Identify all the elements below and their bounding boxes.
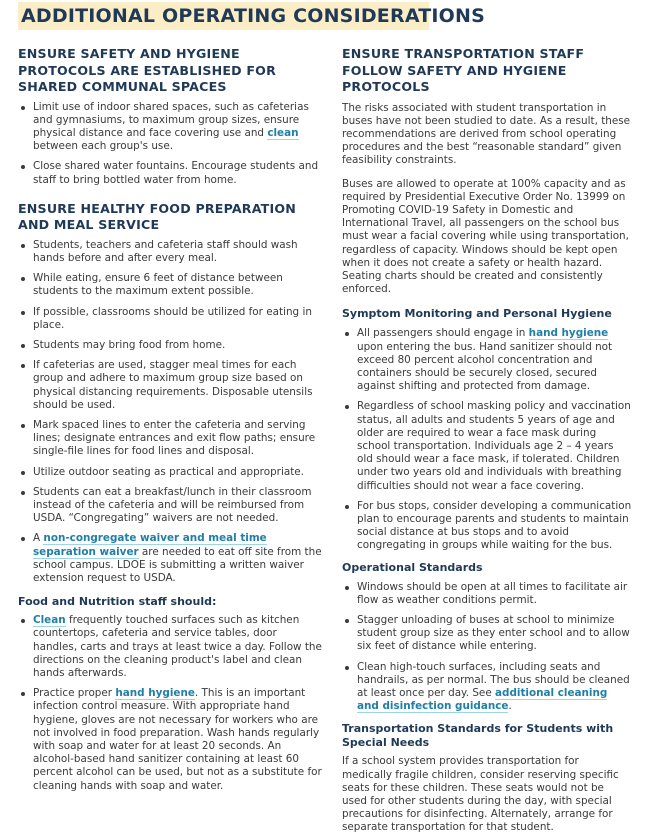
list-item: Clean high-touch surfaces, including seats and handrails, as per normal. The bus should be cleaned at least once per day. See additional cleaning and disinfection guidance.: [342, 661, 632, 714]
list-item: Limit use of indoor shared spaces, such as cafeterias and gymnasiums, to maximum group sizes, ensure physical distance and face covering use and clean between each group's use.: [18, 101, 323, 154]
bus-capacity-paragraph: Buses are allowed to operate at 100% capacity and as required by Presidential Executive Order No. 13999 on Promoting COVID-19 Safety in Domestic and International Travel, all passengers on the school bus must wear a facial covering while using transportation, regardless of capacity. Windows should be kept open when it does not create a safety or health hazard. Seating charts should be created and consistently enforced.: [342, 177, 629, 296]
section-heading-transportation: ENSURE TRANSPORTATION STAFF FOLLOW SAFETY AND HYGIENE PROTOCOLS: [342, 46, 585, 94]
left-column: [18, 46, 323, 800]
list-item: While eating, ensure 6 feet of distance between students to the maximum extent possible.: [18, 272, 323, 298]
list-item: Utilize outdoor seating as practical and appropriate.: [18, 466, 323, 479]
list-item: All passengers should engage in hand hygiene upon entering the bus. Hand sanitizer should not exceed 80 percent alcohol concentration and containers should be securely closed, secured against shifting and protected from damage.: [342, 327, 632, 393]
special-needs-paragraph: If a school system provides transportation for medically fragile children, consider reserving specific seats for these children. These seats would not be used for other students during the day, with special precautions for disinfecting. Alternately, arrange for separate transportation for that student.: [342, 755, 619, 834]
food-service-list: [18, 239, 323, 585]
subheading-food-nutrition-staff: Food and Nutrition staff should:: [18, 595, 217, 609]
list-item: Students can eat a breakfast/lunch in their classroom instead of the cafeteria and will be reimbursed from USDA. “Congregating” waivers are not needed.: [18, 486, 323, 526]
list-item: Clean frequently touched surfaces such as kitchen countertops, cafeteria and service tables, door handles, carts and trays at least twice a day. Follow the directions on the cleaning product's label and clean hands afterwards.: [18, 614, 323, 680]
list-item: Close shared water fountains. Encourage students and staff to bring bottled water from home.: [18, 160, 323, 186]
list-item: Students, teachers and cafeteria staff should wash hands before and after every meal.: [18, 239, 323, 265]
cleaning-guidance-link[interactable]: additional cleaning and disinfection guidance: [357, 687, 608, 713]
list-item: Students may bring food from home.: [18, 339, 323, 352]
list-item: Stagger unloading of buses at school to minimize student group size as they enter school and to allow six feet of distance while entering.: [342, 614, 632, 654]
waiver-link[interactable]: non-congregate waiver and meal time separation waiver: [33, 532, 267, 558]
list-item: If cafeterias are used, stagger meal times for each group and adhere to maximum group size based on physical distancing requirements. Disposable utensils should be used.: [18, 359, 323, 412]
section-heading-communal-spaces: ENSURE SAFETY AND HYGIENE PROTOCOLS ARE ESTABLISHED FOR SHARED COMMUNAL SPACES: [18, 46, 276, 94]
food-nutrition-staff-list: [18, 614, 323, 793]
communal-spaces-list: [18, 101, 323, 187]
list-item: Mark spaced lines to enter the cafeteria and serving lines; designate entrances and exit flow paths; ensure single-file lines for food lines and disposal.: [18, 419, 323, 459]
transportation-intro-paragraph: The risks associated with student transportation in buses have not been studied to date. As a result, these recommendations are derived from school operating procedures and the best “reasonable standard” given feasibility constraints.: [342, 101, 631, 167]
subheading-special-needs-transportation: Transportation Standards for Students with Special Needs: [342, 722, 614, 750]
list-item: Regardless of school masking policy and vaccination status, all adults and students 5 years of age and older are required to wear a face mask during school transportation. Individuals age 2 – 4 years old should wear a face mask, if tolerated. Children under two years old and individuals with breathing difficulties should not wear a face covering.: [342, 400, 632, 492]
list-item: For bus stops, consider developing a communication plan to encourage parents and students to maintain social distance at bus stops and to avoid congregating in groups while waiting for the bus.: [342, 500, 632, 553]
operational-standards-list: [342, 581, 632, 714]
page-title: ADDITIONAL OPERATING CONSIDERATIONS: [18, 2, 429, 30]
clean-link[interactable]: clean: [267, 126, 299, 139]
subheading-symptom-monitoring: Symptom Monitoring and Personal Hygiene: [342, 307, 612, 321]
symptom-monitoring-list: [342, 327, 632, 552]
right-column: [342, 46, 632, 835]
section-heading-food-service: ENSURE HEALTHY FOOD PREPARATION AND MEAL SERVICE: [18, 200, 296, 233]
hand-hygiene-link[interactable]: hand hygiene: [115, 687, 195, 700]
list-item: Windows should be open at all times to facilitate air flow as weather conditions permit.: [342, 581, 632, 607]
clean-link[interactable]: Clean: [33, 614, 66, 627]
subheading-operational-standards: Operational Standards: [342, 560, 483, 574]
list-item: Practice proper hand hygiene. This is an important infection control measure. With appropriate hand hygiene, gloves are not necessary for workers who are not involved in food preparation. Wash hands regularly with soap and water for at least 20 seconds. An alcohol-based hand sanitizer containing at least 60 percent alcohol can be used, but not as a substitute for cleaning hands with soap and water.: [18, 687, 323, 793]
list-item: A non-congregate waiver and meal time separation waiver are needed to eat off site from the school campus. LDOE is submitting a written waiver extension request to USDA.: [18, 532, 323, 585]
hand-hygiene-link[interactable]: hand hygiene: [528, 327, 609, 340]
list-item: If possible, classrooms should be utilized for eating in place.: [18, 306, 323, 332]
